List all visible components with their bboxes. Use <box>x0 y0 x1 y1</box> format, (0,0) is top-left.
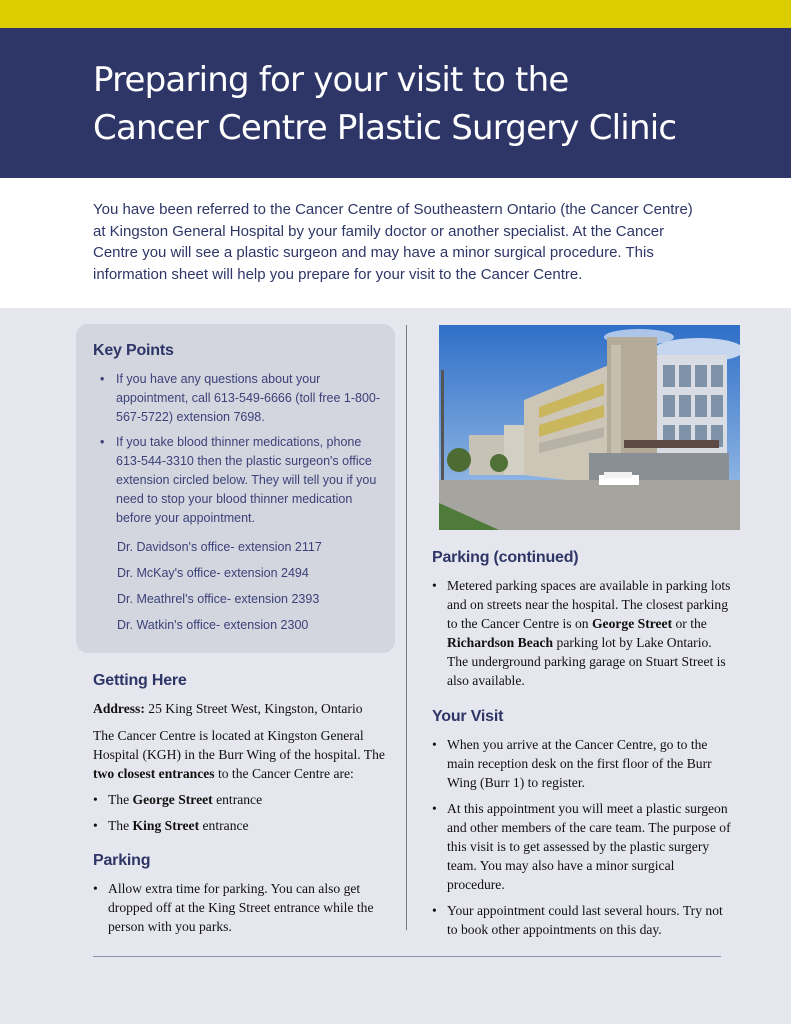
intro-paragraph: You have been referred to the Cancer Centre of Southeastern Ontario (the Cancer Centre) at Kingston General Hospital by your family doctor or another specialist. At the Cancer Centre you will see a plastic surgeon and may have a minor surgical procedure. This information sheet will help you prepare for your visit to the Cancer Centre. <box>93 201 693 283</box>
entrance-george-street <box>93 790 393 809</box>
extension-list <box>117 538 322 642</box>
list-item: • If you have any questions about your appointment, call 613-549-6666 (toll free 1-800-567-5722) extension 7698. <box>100 370 385 427</box>
entrance-prefix: The <box>108 792 133 807</box>
column-divider <box>406 325 407 930</box>
your-visit-list <box>432 735 732 939</box>
getting-here-section <box>93 699 393 835</box>
parking-continued-item <box>432 576 732 690</box>
parking-text: or the <box>672 616 707 631</box>
extension-davidson: Dr. Davidson's office- extension 2117 <box>117 540 322 554</box>
top-accent-bar <box>0 0 791 28</box>
address-value: 25 King Street West, Kingston, Ontario <box>144 701 363 716</box>
title-banner <box>0 28 791 178</box>
address-label: Address: <box>93 701 145 716</box>
page-title <box>93 56 676 152</box>
entrance-king-street <box>93 816 393 835</box>
location-paragraph <box>93 726 393 783</box>
parking-text: parking lot by Lake Ontario. The underground parking garage on Stuart Street is also available. <box>447 635 726 688</box>
hospital-photo <box>439 325 740 530</box>
parking-lot: Richardson Beach <box>447 635 554 650</box>
address-line <box>93 699 393 718</box>
location-text: The Cancer Centre is located at Kingston General Hospital (KGH) in the Burr Wing of the hospital. The <box>93 728 385 762</box>
parking-list <box>93 879 393 936</box>
intro-section <box>0 178 791 308</box>
key-points-heading: Key Points <box>93 342 174 359</box>
parking-heading: Parking <box>93 852 151 869</box>
your-visit-heading: Your Visit <box>432 708 504 725</box>
extension-watkin: Dr. Watkin's office- extension 2300 <box>117 618 309 632</box>
entrance-suffix: entrance <box>212 792 263 807</box>
list-item: • When you arrive at the Cancer Centre, go to the main reception desk on the first floor of the Burr Wing (Burr 1) to register. <box>432 735 732 792</box>
entrance-name: George Street <box>132 792 213 807</box>
location-text-end: to the Cancer Centre are: <box>214 766 354 781</box>
extension-mckay: Dr. McKay's office- extension 2494 <box>117 566 309 580</box>
parking-street: George Street <box>591 616 673 631</box>
bottom-divider <box>93 956 721 957</box>
parking-item: • Allow extra time for parking. You can also get dropped off at the King Street entrance while the person with you parks. <box>93 879 393 936</box>
location-emphasis: two closest entrances <box>93 766 215 781</box>
key-points-box <box>76 324 395 653</box>
entrance-name: King Street <box>132 818 200 833</box>
parking-continued-list <box>432 576 732 690</box>
list-item: • Your appointment could last several hours. Try not to book other appointments on this day. <box>432 901 732 939</box>
entrance-suffix: entrance <box>199 818 249 833</box>
list-item: • If you take blood thinner medications, phone 613-544-3310 then the plastic surgeon's office extension circled below. They will tell you if you need to stop your blood thinner medication before your appointment. <box>100 433 385 528</box>
extension-meathrel: Dr. Meathrel's office- extension 2393 <box>117 592 320 606</box>
parking-text: Metered parking spaces are available in parking lots and on streets near the hospital. The closest parking to the Cancer Centre is on <box>447 578 731 631</box>
title-line-2: Cancer Centre Plastic Surgery Clinic <box>93 108 677 148</box>
list-item: • At this appointment you will meet a plastic surgeon and other members of the care team. The purpose of this visit is to get assessed by the plastic surgery team. You may also have a minor surgical procedure. <box>432 799 732 894</box>
parking-continued-heading: Parking (continued) <box>432 549 579 566</box>
entrance-prefix: The <box>108 818 133 833</box>
getting-here-heading: Getting Here <box>93 672 187 689</box>
title-line-1: Preparing for your visit to the <box>93 60 569 100</box>
entrance-list <box>93 790 393 835</box>
hospital-building-image <box>439 325 740 530</box>
key-points-list <box>100 370 385 534</box>
